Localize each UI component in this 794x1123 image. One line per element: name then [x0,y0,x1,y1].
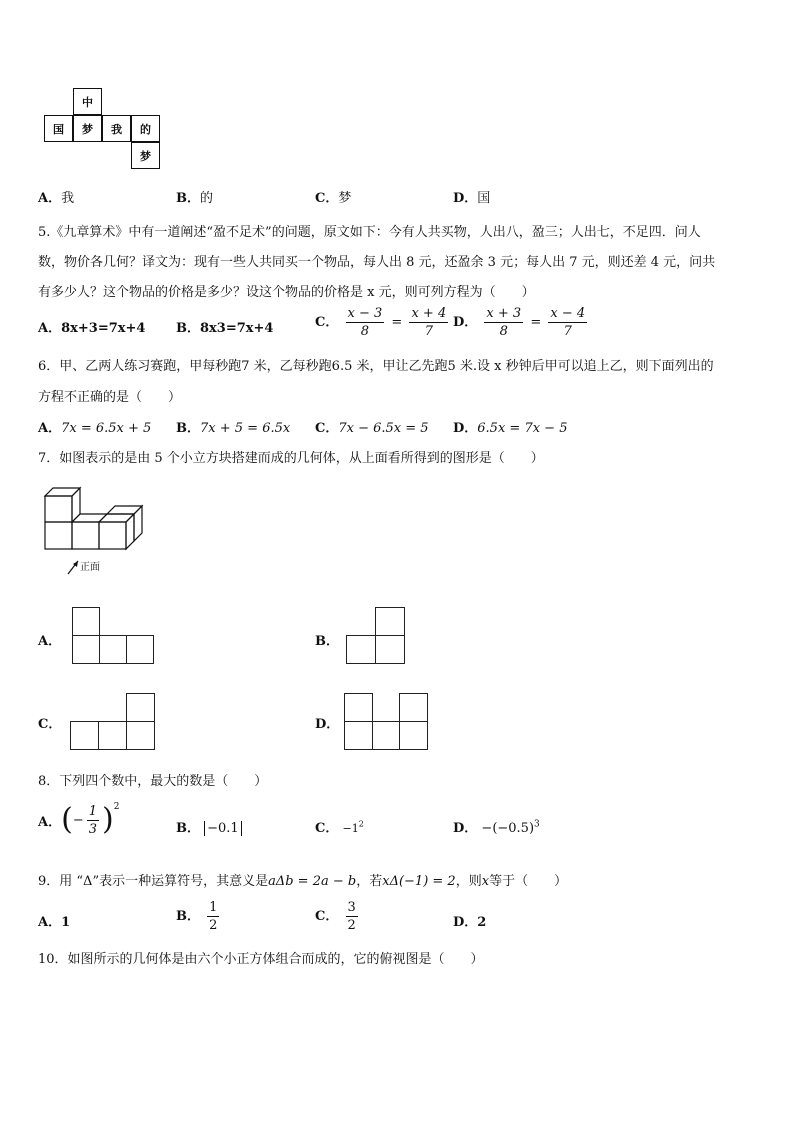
q6-line-1: 6．甲、乙两人练习赛跑，甲每秒跑7 米，乙每秒跑6.5 米，甲让乙先跑5 米.设 x 秒钟后甲可以追上乙，则下面列出的 [38,359,714,374]
option-label: B． [176,421,200,436]
q6-option-d[interactable] [453,417,567,436]
q8-option-a[interactable] [38,800,119,840]
option-label: B． [176,321,200,336]
option-label: D． [453,915,478,930]
fraction-numerator: 3 [347,900,356,915]
option-label: D． [453,191,478,206]
net-cell: 梦 [131,142,160,169]
q5-option-b[interactable] [176,317,273,336]
fraction [87,804,99,837]
q4-option-c[interactable] [315,187,351,206]
option-label: A． [38,421,62,436]
option-text: 7x − 6.5x = 5 [338,421,429,436]
fraction-denominator: 7 [563,324,572,339]
fraction [409,306,448,339]
fraction [346,306,385,339]
option-label: D． [453,821,478,836]
fraction-denominator: 2 [209,918,218,933]
fraction-denominator: 3 [88,821,97,837]
exponent: 2 [358,819,364,829]
option-text: 2 [477,915,487,930]
q4-option-d[interactable] [453,187,490,206]
option-label: A． [38,634,62,649]
net-cell: 我 [102,115,131,142]
option-label: C． [38,717,62,732]
q9-text: 9．用 “Δ”表示一种运算符号，其意义是 [38,874,269,889]
fraction-numerator: x + 3 [486,306,522,321]
option-text: 的 [200,191,214,206]
option-label: C． [315,821,339,836]
q9-question [38,870,567,889]
option-label: C． [315,191,339,206]
front-label: 正面 [80,562,100,573]
option-text: 8x3=7x+4 [200,321,274,336]
option-text: −1 [342,822,359,835]
option-text: 6.5x = 7x − 5 [477,421,568,436]
absolute-value: −0.1 [204,821,242,836]
q8-question: 8．下列四个数中，最大的数是（ ） [38,774,268,789]
q7-option-a[interactable] [38,630,61,649]
q7-option-c[interactable] [38,713,61,732]
equals-sign: = [530,315,542,330]
fraction-numerator: x − 4 [550,306,586,321]
fraction-denominator: 7 [424,324,433,339]
q9-formula: aΔb = 2a − b [268,874,357,889]
option-text: 我 [61,191,75,206]
q9-option-a[interactable] [38,911,70,930]
net-cell: 梦 [73,115,102,142]
net-cell: 国 [44,115,73,142]
option-label: B． [315,634,339,649]
paren-open: ( [61,802,73,837]
option-text: 7x = 6.5x + 5 [61,421,152,436]
option-label: A． [38,321,62,336]
q9-text: ，则 [455,874,482,889]
fraction [346,900,358,933]
fraction-denominator: 2 [347,918,356,933]
fraction [207,900,219,933]
q5-line-1: 5.《九章算术》中有一道阐述“盈不足术”的问题，原文如下：今有人共买物，人出八，盈三；人出七，不足四．问人 [38,225,701,240]
option-text: 1 [61,915,71,930]
fraction-numerator: 1 [209,900,218,915]
exponent: 3 [534,819,540,830]
option-label: A． [38,191,62,206]
option-text: 7x + 5 = 6.5x [200,421,291,436]
q6-option-b[interactable] [176,417,290,436]
q5-option-a[interactable] [38,317,145,336]
q9-condition: xΔ(−1) = 2 [382,874,456,889]
option-label: C． [315,315,339,330]
q6-option-a[interactable] [38,417,151,436]
q7-option-b[interactable] [315,630,339,649]
fraction-numerator: 1 [88,803,97,819]
exponent: 2 [113,802,120,812]
q5-option-c[interactable] [315,306,451,339]
q9-text: ，若 [356,874,383,889]
net-cell: 的 [131,115,160,142]
q7-option-d[interactable] [315,713,339,732]
q9-option-c[interactable] [315,900,361,933]
equals-sign: = [391,315,403,330]
q8-option-b[interactable] [176,817,242,836]
option-label: B． [176,191,200,206]
q6-line-2: 方程不正确的是（ ） [38,390,182,405]
q9-variable: x [481,874,490,889]
option-label: B． [176,909,200,924]
q10-question: 10．如图所示的几何体是由六个小正方体组合而成的，它的俯视图是（ ） [38,952,484,967]
q8-option-d[interactable] [453,817,540,836]
option-label: D． [315,717,340,732]
fraction-numerator: x + 4 [411,306,447,321]
fraction-denominator: 8 [360,324,370,339]
option-label: C． [315,909,339,924]
option-text: −(−0.5) [481,821,535,836]
q6-option-c[interactable] [315,417,429,436]
minus-sign: − [72,812,84,828]
q4-option-b[interactable] [176,187,213,206]
fraction [484,306,523,339]
q8-option-c[interactable] [315,817,364,836]
paren-close: ) [102,802,114,837]
q5-line-2: 数，物价各几何？译文为：现有一些人共同买一个物品，每人出 8 元，还盈余 3 元；每人出 7 元，则还差 4 元，问共 [38,255,716,270]
fraction-numerator: x − 3 [347,306,383,321]
option-label: D． [453,421,478,436]
option-label: A． [38,814,62,830]
fraction [548,306,587,339]
cube-stack-figure [40,484,150,576]
option-label: A． [38,915,62,930]
q9-option-d[interactable] [453,911,486,930]
option-label: B． [176,821,200,836]
q7-question: 7．如图表示的是由 5 个小立方块搭建而成的几何体，从上面看所得到的图形是（ ） [38,451,544,466]
q9-text: 等于（ ） [489,874,568,889]
q5-line-3: 有多少人？这个物品的价格是多少？设这个物品的价格是 x 元，则可列方程为（ ） [38,285,535,300]
q4-option-a[interactable] [38,187,74,206]
net-cell: 中 [73,88,102,115]
fraction-denominator: 8 [499,324,508,339]
option-label: D． [453,315,478,330]
option-text: 梦 [338,191,352,206]
option-text: 8x+3=7x+4 [61,321,146,336]
option-text: 国 [477,191,491,206]
option-label: C． [315,421,339,436]
q9-option-b[interactable] [176,900,222,933]
q5-option-d[interactable] [453,306,590,339]
